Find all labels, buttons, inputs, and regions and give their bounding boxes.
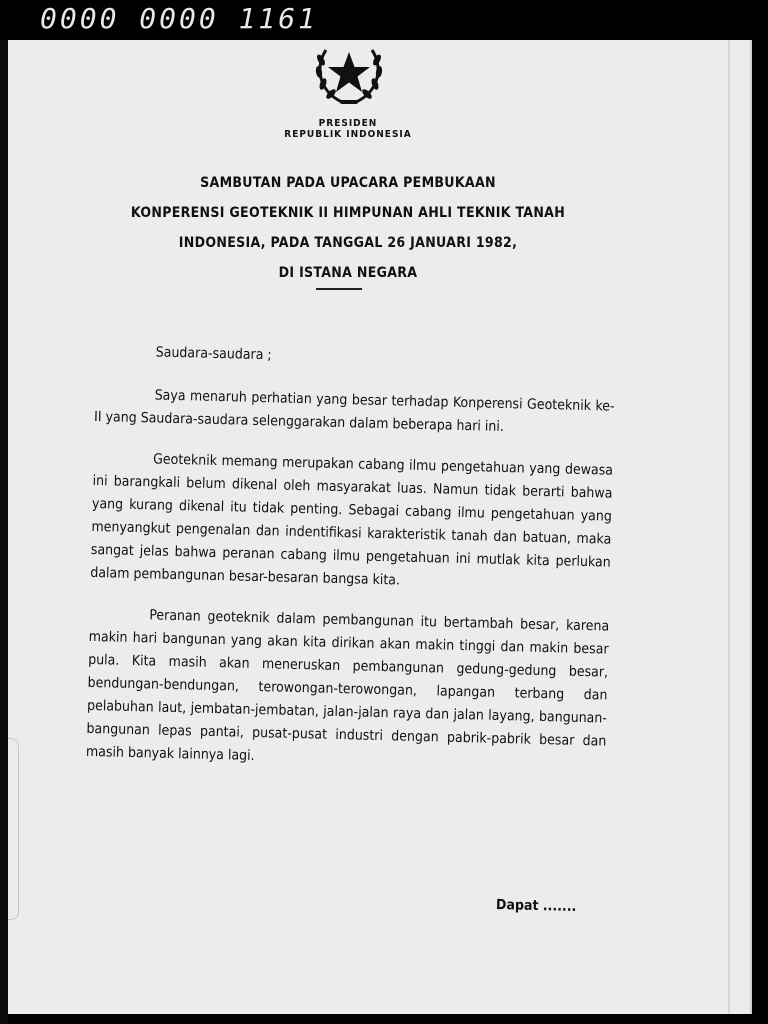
film-edge-left (0, 40, 8, 1024)
presidential-emblem-icon (304, 40, 394, 108)
letterhead-line-republik: REPUBLIK INDONESIA (284, 129, 412, 140)
film-edge-right (752, 40, 768, 1024)
heading-line-1: SAMBUTAN PADA UPACARA PEMBUKAAN (200, 175, 496, 191)
document-heading (8, 168, 688, 288)
film-header (0, 0, 768, 40)
paragraph-2: Geoteknik memang merupakan cabang ilmu pengetahuan yang dewasa ini barangkali belum dikenal oleh masyarakat luas. Namun tidak berarti bahwa yang kurang dikenal itu tidak penting. Sebagai cabang ilmu pengetahuan yang menyangkut pengenalan dan indentifikasi karakteristik tanah dan batuan, maka sangat jelas bahwa peranan cabang ilmu pengetahuan ini mutlak kita perlukan dalam pembangunan besar-besaran bangsa kita. (90, 451, 614, 589)
heading-divider (316, 288, 362, 290)
paragraph-1: Saya menaruh perhatian yang besar terhadap Konperensi Geoteknik ke-II yang Saudara-saudara selenggarakan dalam beberapa hari ini. (93, 387, 615, 435)
continuation-note: Dapat ....... (495, 897, 577, 915)
speech-body (85, 340, 616, 795)
document-page (8, 40, 752, 1014)
film-frame-code: 0000 0000 1161 (40, 2, 319, 35)
film-edge-bottom (8, 1014, 768, 1024)
letterhead (8, 118, 688, 140)
heading-line-2: KONPERENSI GEOTEKNIK II HIMPUNAN AHLI TEKNIK TANAH (130, 205, 566, 221)
heading-line-3: INDONESIA, PADA TANGGAL 26 JANUARI 1982, (178, 235, 518, 251)
page-edge-tab (8, 738, 19, 920)
paragraph-3: Peranan geoteknik dalam pembangunan itu bertambah besar, karena makin hari bangunan yang akan kita dirikan akan makin tinggi dan makin besar pula. Kita masih akan meneruskan pembangunan gedung-gedung besar, bendungan-bendungan, terowongan-terowongan, lapangan terbang dan pelabuhan laut, jembatan-jembatan, jalan-jalan raya dan jalan layang, bangunan-bangunan lepas pantai, pusat-pusat industri dengan pabrik-pabrik besar dan masih banyak lainnya lagi. (85, 607, 610, 764)
heading-line-4: DI ISTANA NEGARA (278, 265, 418, 281)
letterhead-line-presiden: PRESIDEN (318, 118, 378, 129)
salutation: Saudara-saudara ; (155, 344, 272, 364)
